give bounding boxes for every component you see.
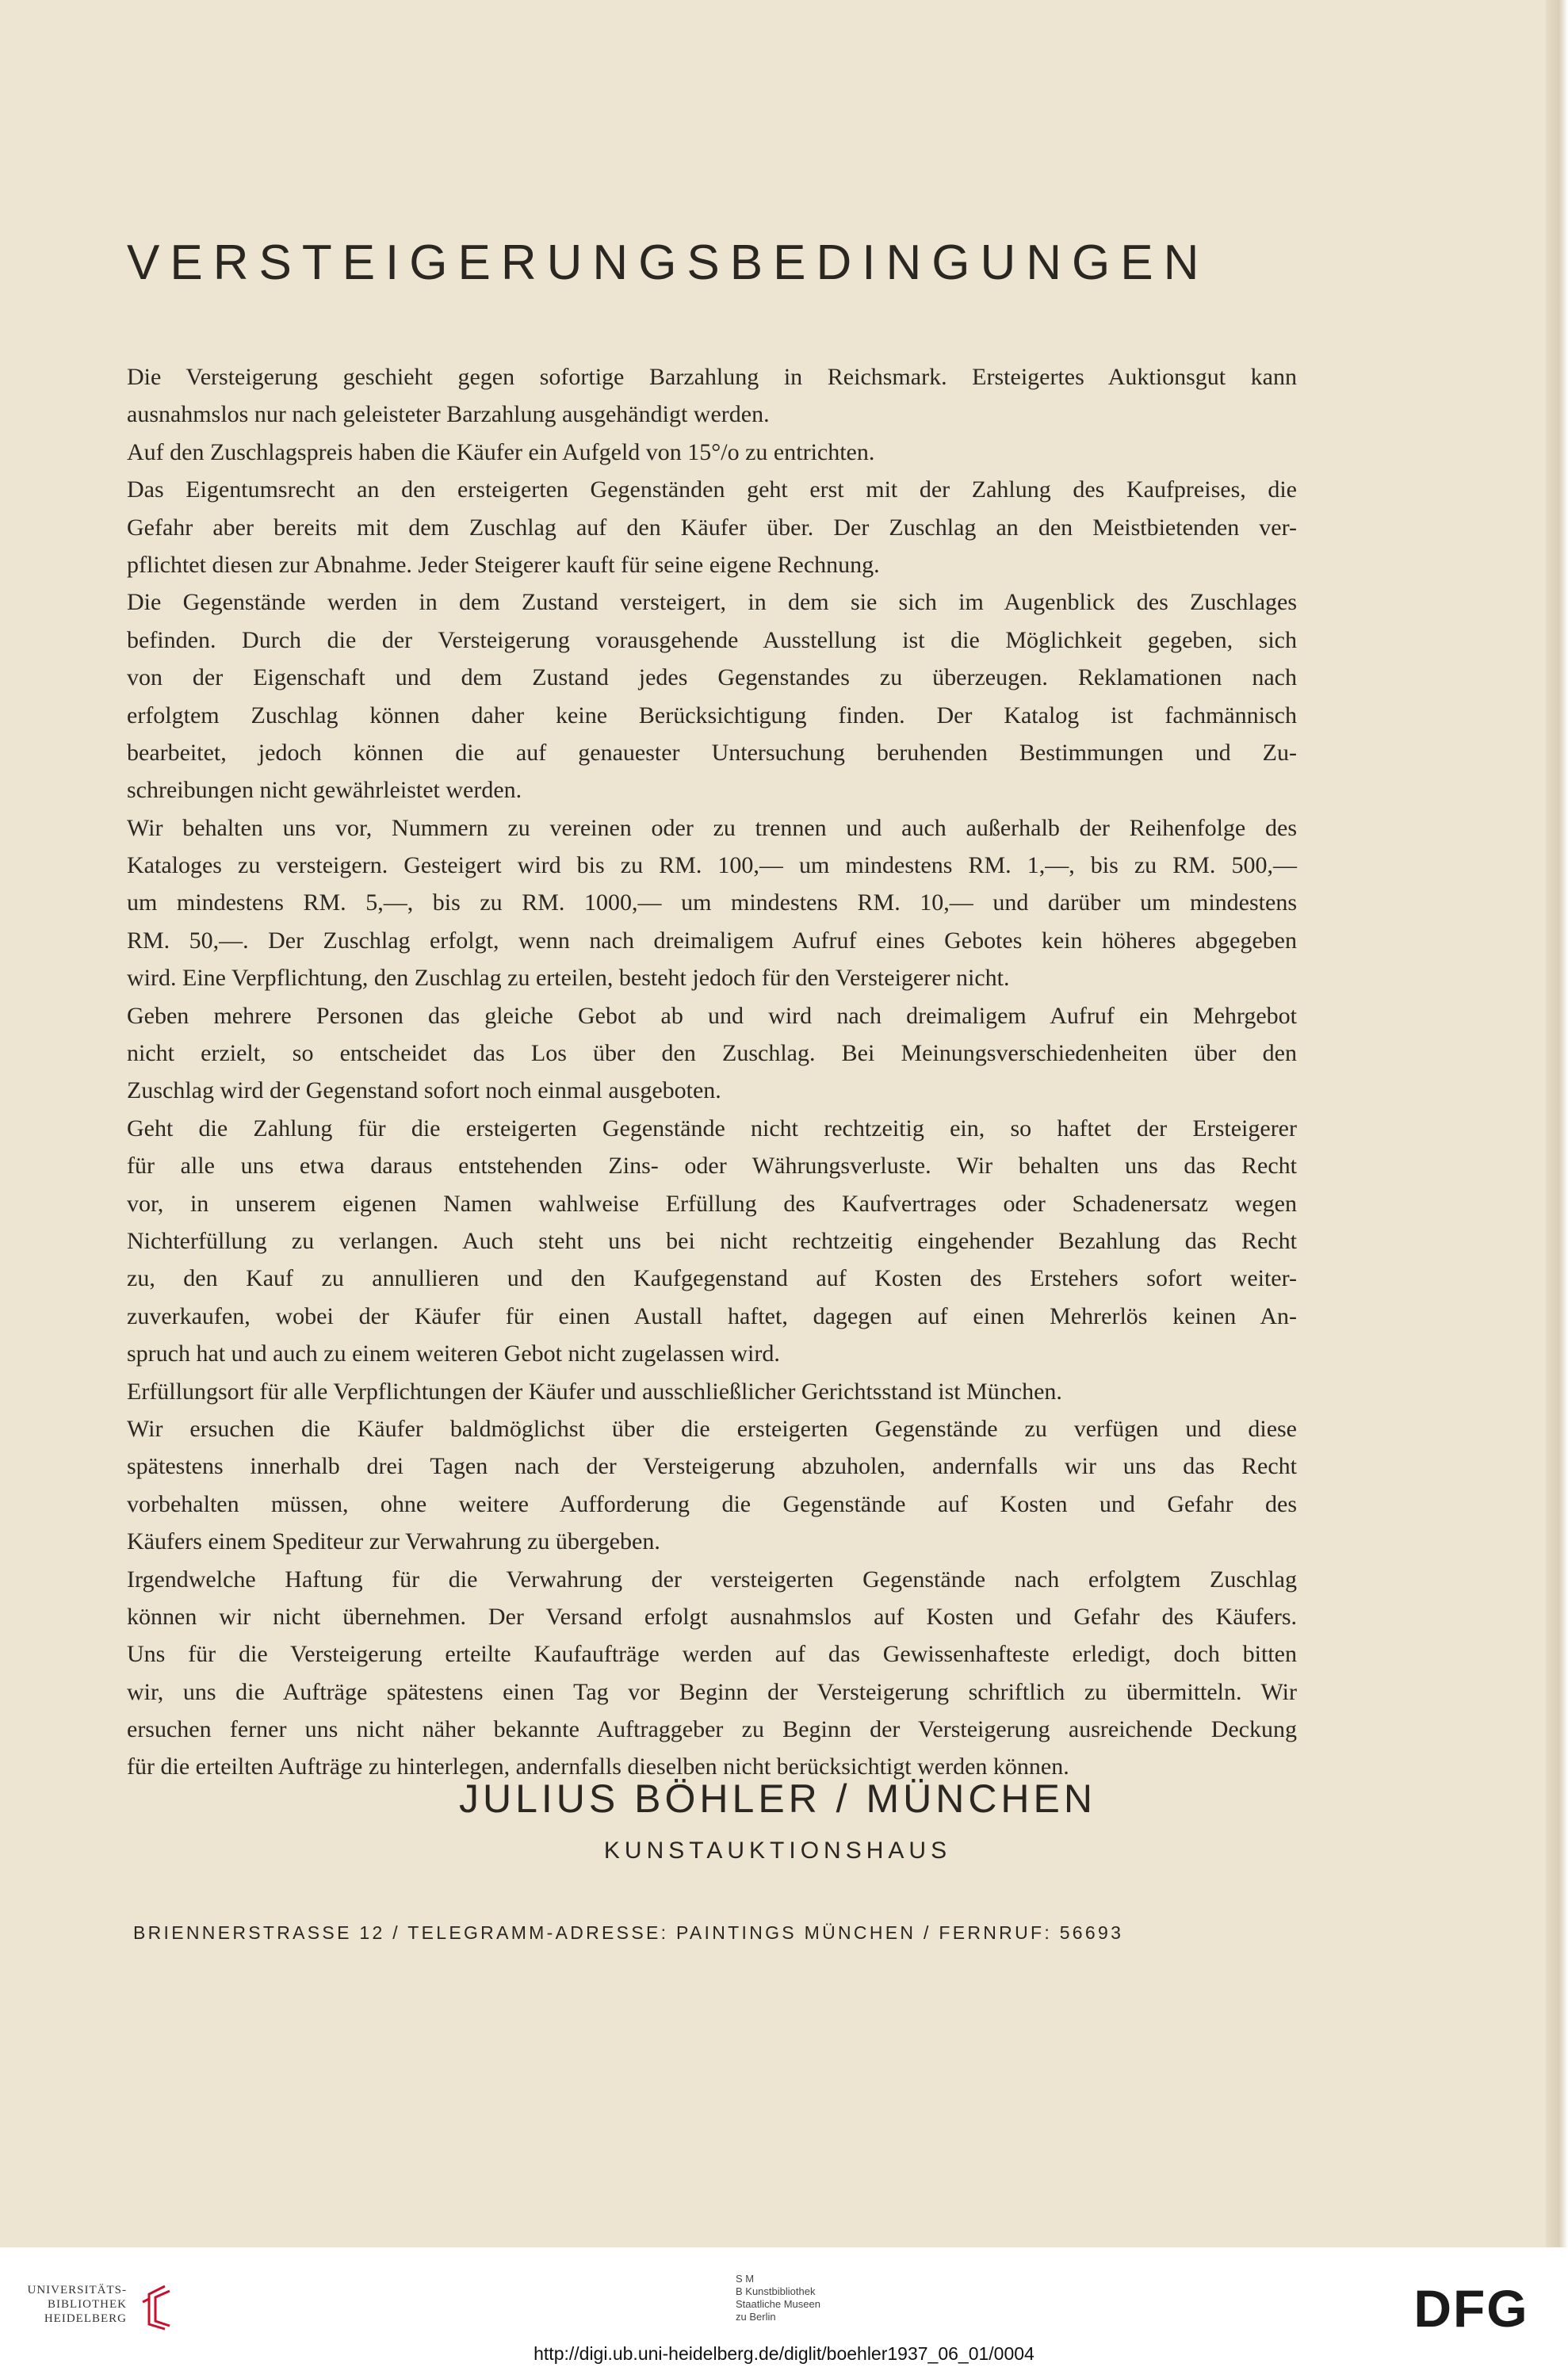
body-line: Irgendwelche Haftung für die Verwahrung der versteigerten Gegenstände nach erfolgtem Zuschlag xyxy=(127,1566,1297,1593)
university-library-logo xyxy=(24,2283,166,2338)
body-line: Erfüllungsort für alle Verpflichtungen der Käufer und ausschließlicher Gerichtsstand ist München. xyxy=(127,1378,1062,1405)
body-line: von der Eigenschaft und dem Zustand jedes Gegenstandes zu überzeugen. Reklamationen nach xyxy=(127,664,1297,691)
company-address: BRIENNERSTRASSE 12 / TELEGRAMM-ADRESSE: PAINTINGS MÜNCHEN / FERNRUF: 56693 xyxy=(133,1922,1124,1943)
body-line: Zuschlag wird der Gegenstand sofort noch einmal ausgeboten. xyxy=(127,1077,721,1104)
dfg-label: DFG xyxy=(1413,2284,1529,2331)
company-subtitle: KUNSTAUKTIONSHAUS xyxy=(603,1838,952,1864)
body-line: für alle uns etwa daraus entstehenden Zins- oder Währungsverluste. Wir behalten uns das Recht xyxy=(127,1153,1297,1180)
body-line: schreibungen nicht gewährleistet werden. xyxy=(127,777,522,804)
body-line: vor, in unserem eigenen Namen wahlweise Erfüllung des Kaufvertrages oder Schadenersatz wegen xyxy=(127,1190,1297,1217)
company-name: JULIUS BÖHLER / MÜNCHEN xyxy=(459,1776,1096,1821)
body-line: können wir nicht übernehmen. Der Versand erfolgt ausnahmslos auf Kosten und Gefahr des Käufers. xyxy=(127,1603,1297,1630)
page-edge xyxy=(1546,0,1568,2247)
body-line: Wir behalten uns vor, Nummern zu vereinen oder zu trennen und auch außerhalb der Reihenfolge des xyxy=(127,814,1297,841)
body-line: Gefahr aber bereits mit dem Zuschlag auf den Käufer über. Der Zuschlag an den Meistbietenden ver- xyxy=(127,514,1297,541)
body-line: spätestens innerhalb drei Tagen nach der Versteigerung abzuholen, andernfalls wir uns das Recht xyxy=(127,1453,1297,1480)
body-line: Uns für die Versteigerung erteilte Kaufaufträge werden auf das Gewissenhafteste erledigt, doch bitten xyxy=(127,1641,1297,1668)
body-line: Wir ersuchen die Käufer baldmöglichst über die ersteigerten Gegenstände zu verfügen und diese xyxy=(127,1415,1297,1442)
body-line: Nichterfüllung zu verlangen. Auch steht uns bei nicht rechtzeitig eingehender Bezahlung das Recht xyxy=(127,1227,1297,1254)
body-line: Kataloges zu versteigern. Gesteigert wird bis zu RM. 100,— um mindestens RM. 1,—, bis zu RM. 500,— xyxy=(127,852,1297,879)
museum-credit xyxy=(736,2273,820,2323)
body-line: zu, den Kauf zu annullieren und den Kaufgegenstand auf Kosten des Erstehers sofort weiter- xyxy=(127,1265,1297,1292)
university-line: BIBLIOTHEK xyxy=(48,2298,127,2311)
dfg-logo xyxy=(1392,2284,1551,2331)
body-line: nicht erzielt, so entscheidet das Los über den Zuschlag. Bei Meinungsverschiedenheiten über den xyxy=(127,1040,1297,1067)
body-line: Die Versteigerung geschieht gegen sofortige Barzahlung in Reichsmark. Ersteigertes Auktionsgut kann xyxy=(127,364,1297,390)
body-line: ersuchen ferner uns nicht näher bekannte Auftraggeber zu Beginn der Versteigerung ausreichende Deckung xyxy=(127,1716,1297,1743)
body-line: Auf den Zuschlagspreis haben die Käufer ein Aufgeld von 15°/o zu entrichten. xyxy=(127,438,875,465)
body-line: um mindestens RM. 5,—, bis zu RM. 1000,— um mindestens RM. 10,— und darüber um mindestens xyxy=(127,889,1297,916)
heidelberg-seal-icon xyxy=(133,2283,181,2331)
body-line: spruch hat und auch zu einem weiteren Gebot nicht zugelassen wird. xyxy=(127,1340,780,1367)
document-title: VERSTEIGERUNGSBEDINGUNGEN xyxy=(127,235,1210,290)
body-line: Käufers einem Spediteur zur Verwahrung zu übergeben. xyxy=(127,1528,660,1555)
body-line: vorbehalten müssen, ohne weitere Aufforderung die Gegenstände auf Kosten und Gefahr des xyxy=(127,1490,1297,1517)
terms-body xyxy=(127,358,1297,1786)
body-line: Geht die Zahlung für die ersteigerten Gegenstände nicht rechtzeitig ein, so haftet der Ersteigerer xyxy=(127,1115,1297,1142)
university-library-name xyxy=(24,2283,127,2326)
university-line: UNIVERSITÄTS- xyxy=(27,2284,127,2296)
body-line: bearbeitet, jedoch können die auf genauester Untersuchung beruhenden Bestimmungen und Zu- xyxy=(127,739,1297,766)
university-line: HEIDELBERG xyxy=(44,2312,127,2325)
body-line: wird. Eine Verpflichtung, den Zuschlag zu erteilen, besteht jedoch für den Versteigerer nicht. xyxy=(127,965,1010,992)
body-line: RM. 50,—. Der Zuschlag erfolgt, wenn nach dreimaligem Aufruf eines Gebotes kein höheres abgegeben xyxy=(127,927,1297,954)
museum-credit-line: Staatliche Museen xyxy=(736,2298,820,2310)
body-line: Geben mehrere Personen das gleiche Gebot ab und wird nach dreimaligem Aufruf ein Mehrgebot xyxy=(127,1002,1297,1029)
museum-credit-line: zu Berlin xyxy=(736,2311,776,2323)
body-line: erfolgtem Zuschlag können daher keine Berücksichtigung finden. Der Katalog ist fachmännisch xyxy=(127,702,1297,729)
source-url[interactable]: http://digi.ub.uni-heidelberg.de/diglit/boehler1937_06_01/0004 xyxy=(534,2343,1034,2364)
body-line: wir, uns die Aufträge spätestens einen Tag vor Beginn der Versteigerung schriftlich zu übermitteln. Wir xyxy=(127,1678,1297,1705)
body-line: zuverkaufen, wobei der Käufer für einen Austall haftet, dagegen auf einen Mehrerlös keinen An- xyxy=(127,1302,1297,1329)
museum-credit-line: B Kunstbibliothek xyxy=(736,2285,816,2297)
body-line: für die erteilten Aufträge zu hinterlegen, andernfalls dieselben nicht berücksichtigt werden können. xyxy=(127,1753,1069,1780)
body-line: befinden. Durch die der Versteigerung vorausgehende Ausstellung ist die Möglichkeit gegeben, sich xyxy=(127,626,1297,653)
body-line: Die Gegenstände werden in dem Zustand versteigert, in dem sie sich im Augenblick des Zuschlages xyxy=(127,589,1297,616)
body-line: pflichtet diesen zur Abnahme. Jeder Steigerer kauft für seine eigene Rechnung. xyxy=(127,551,880,578)
museum-credit-line: S M xyxy=(736,2273,755,2285)
body-line: ausnahmslos nur nach geleisteter Barzahlung ausgehändigt werden. xyxy=(127,401,770,428)
body-line: Das Eigentumsrecht an den ersteigerten Gegenständen geht erst mit der Zahlung des Kaufpreises, die xyxy=(127,476,1297,503)
